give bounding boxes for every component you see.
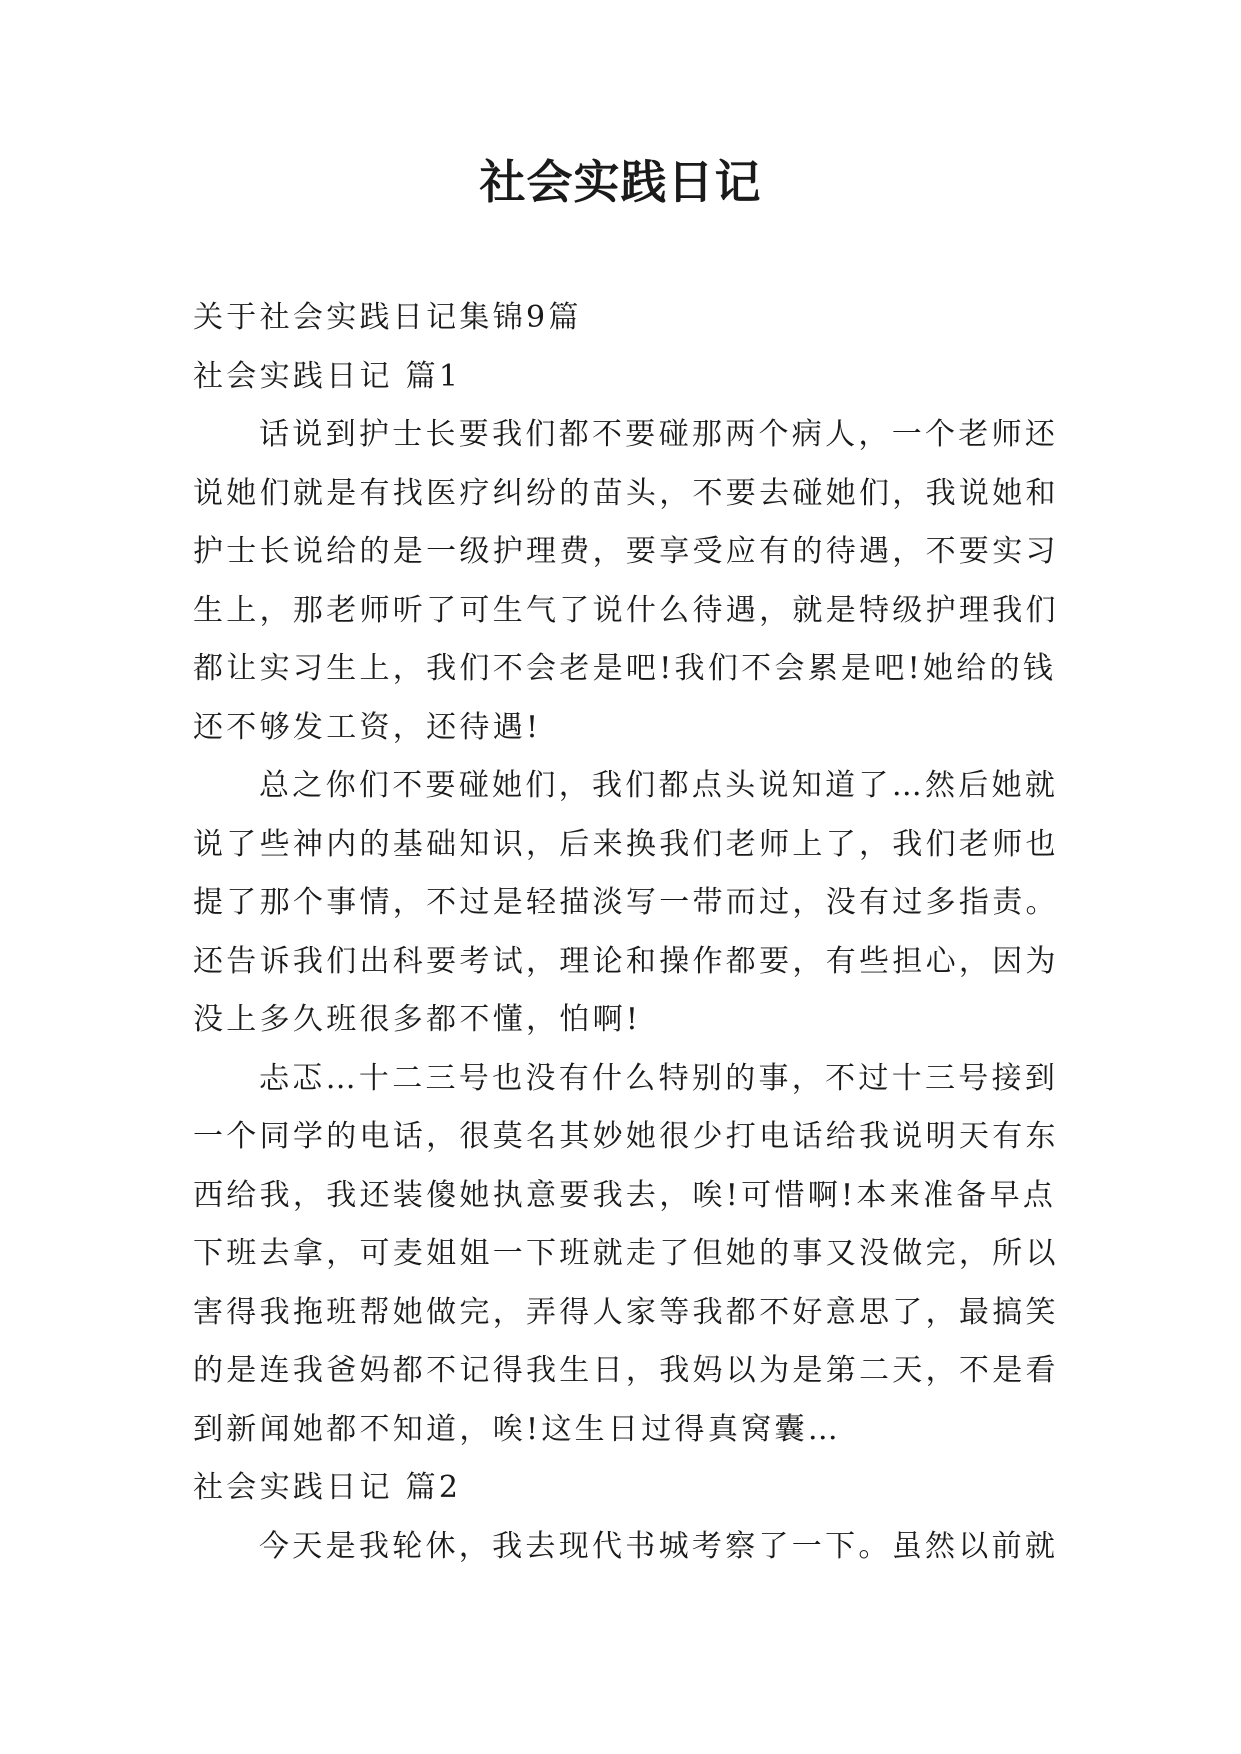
- document-body: [193, 289, 1059, 1576]
- text-line: 忐忑…十二三号也没有什么特别的事，不过十三号接到: [259, 1060, 1059, 1096]
- text-line: 还告诉我们出科要考试，理论和操作都要，有些担心，因为: [193, 943, 1059, 979]
- text-line: 害得我拖班帮她做完，弄得人家等我都不好意思了，最搞笑: [193, 1294, 1059, 1330]
- text-line: 下班去拿，可麦姐姐一下班就走了但她的事又没做完，所以: [193, 1236, 1059, 1271]
- text-line: 还不够发工资，还待遇!: [193, 709, 542, 745]
- text-line: 的是连我爸妈都不记得我生日，我妈以为是第二天，不是看: [193, 1353, 1059, 1388]
- paragraph-2-1: [193, 1518, 1059, 1577]
- text-line: 到新闻她都不知道，唉!这生日过得真窝囊…: [193, 1411, 842, 1447]
- text-line: 一个同学的电话，很莫名其妙她很少打电话给我说明天有东: [193, 1119, 1059, 1154]
- paragraph-1-1: [193, 406, 1059, 757]
- section-heading-2: 社会实践日记 篇2: [193, 1470, 462, 1505]
- text-line: 护士长说给的是一级护理费，要享受应有的待遇，不要实习: [193, 534, 1059, 569]
- text-line: 总之你们不要碰她们，我们都点头说知道了…然后她就: [259, 768, 1059, 803]
- section-heading-1: 社会实践日记 篇1: [193, 358, 462, 394]
- text-line: 说了些神内的基础知识，后来换我们老师上了，我们老师也: [193, 826, 1059, 862]
- text-line: 话说到护士长要我们都不要碰那两个病人，一个老师还: [259, 417, 1059, 452]
- text-line: 提了那个事情，不过是轻描淡写一带而过，没有过多指责。: [193, 885, 1059, 920]
- document-subtitle: 关于社会实践日记集锦9篇: [193, 300, 582, 335]
- text-line: 说她们就是有找医疗纠纷的苗头，不要去碰她们，我说她和: [193, 475, 1059, 511]
- paragraph-1-2: [193, 757, 1059, 1050]
- text-line: 没上多久班很多都不懂，怕啊!: [193, 1002, 642, 1037]
- text-line: 生上，那老师听了可生气了说什么待遇，就是特级护理我们: [193, 592, 1059, 628]
- text-line: 西给我，我还装傻她执意要我去，唉!可惜啊!本来准备早点: [193, 1177, 1057, 1213]
- text-line: 今天是我轮休，我去现代书城考察了一下。虽然以前就: [259, 1528, 1059, 1564]
- paragraph-1-3: [193, 1050, 1059, 1460]
- document-title: 社会实践日记: [479, 155, 762, 209]
- text-line: 都让实习生上，我们不会老是吧!我们不会累是吧!她给的钱: [193, 651, 1057, 686]
